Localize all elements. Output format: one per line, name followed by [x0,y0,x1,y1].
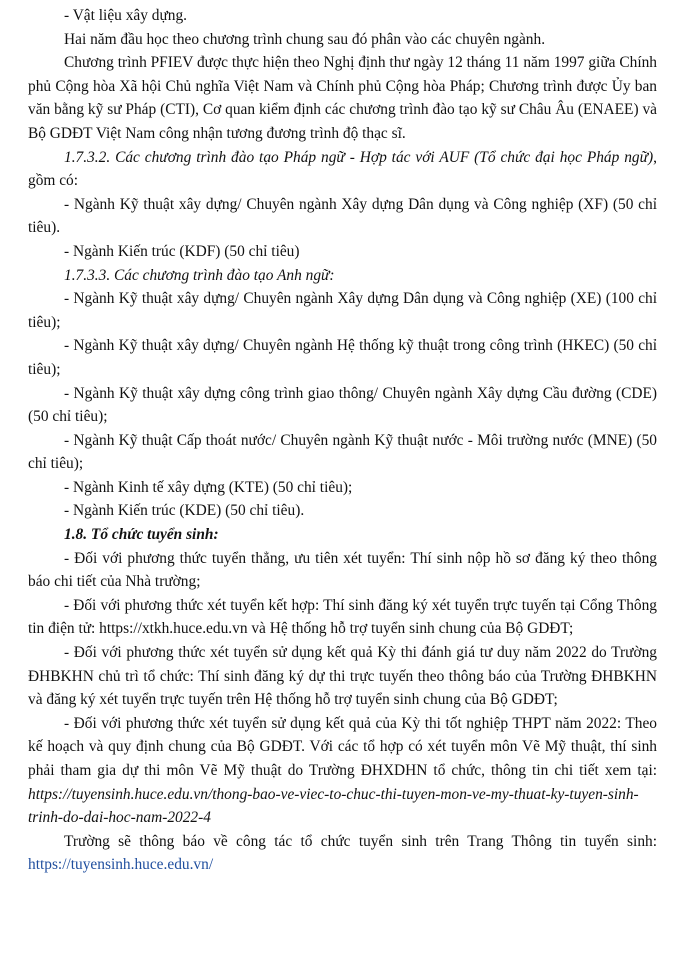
list-item-hkec: - Ngành Kỹ thuật xây dựng/ Chuyên ngành Hệ thống kỹ thuật trong công trình (HKEC) (50 chỉ tiêu); [28,337,657,378]
section-heading-suffix: , gồm có: [28,148,657,190]
list-item-cde: - Ngành Kỹ thuật xây dựng công trình giao thông/ Chuyên ngành Xây dựng Cầu đường (CDE) (50 chỉ tiêu); [28,384,657,426]
list-item-kdf: - Ngành Kiến trúc (KDF) (50 chỉ tiêu) [64,242,300,260]
list-item-kde: - Ngành Kiến trúc (KDE) (50 chỉ tiêu). [64,502,305,520]
paragraph-first-two-years: Hai năm đầu học theo chương trình chung sau đó phân vào các chuyên ngành. [64,30,546,48]
paragraph-materials: - Vật liệu xây dựng. [64,7,188,24]
paragraph-announcement [28,830,657,877]
paragraph-french-programs [28,146,657,193]
paragraph-thinking-assessment: - Đối với phương thức xét tuyển sử dụng kết quả Kỳ thi đánh giá tư duy năm 2022 do Trường ĐHBKHN chủ trì tổ chức: Thí sinh đăng ký dự thi trực tuyến theo thông báo của Trường ĐHBKHN và đăng ký xét tuyển trực tuyến trên Hệ thống hỗ trợ tuyển sinh chung của Bộ GDĐT; [28,644,657,709]
paragraph-high-school-exam-text: - Đối với phương thức xét tuyển sử dụng kết quả của Kỳ thi tốt nghiệp THPT năm 2022: Theo kế hoạch và quy định chung của Bộ GDĐT. Với các tổ hợp có xét tuyển môn Vẽ Mỹ thuật, thí sinh phải tham gia dự thi môn Vẽ Mỹ thuật do Trường ĐHXDHN tổ chức, thông tin chi tiết xem tại: [28,714,657,779]
paragraph-pfiev: Chương trình PFIEV được thực hiện theo Nghị định thư ngày 12 tháng 11 năm 1997 giữa Chính phủ Cộng hòa Xã hội Chủ nghĩa Việt Nam và Chính phủ Cộng hòa Pháp; Chương trình được Ủy ban văn bằng kỹ sư Pháp (CTI), Cơ quan kiểm định các chương trình đào tạo kỹ sư Châu Âu (ENAEE) và Bộ GDĐT Việt Nam công nhận tương đương trình độ thạc sĩ. [28,54,657,142]
section-heading-1-7-3-3: 1.7.3.3. Các chương trình đào tạo Anh ngữ: [64,266,335,284]
art-exam-url[interactable]: https://tuyensinh.huce.edu.vn/thong-bao-ve-viec-to-chuc-thi-tuyen-mon-ve-my-thuat-ky-tuyen-sinh-trinh-do-dai-hoc-nam-2022-4 [28,785,639,827]
admissions-website-link[interactable]: https://tuyensinh.huce.edu.vn/ [28,856,214,874]
paragraph-direct-admission: - Đối với phương thức tuyển thẳng, ưu tiên xét tuyển: Thí sinh nộp hồ sơ đăng ký theo thông báo chi tiết của Nhà trường; [28,549,657,591]
paragraph-announcement-text: Trường sẽ thông báo về công tác tổ chức tuyển sinh trên Trang Thông tin tuyển sinh: [64,832,657,850]
list-item-kte: - Ngành Kinh tế xây dựng (KTE) (50 chỉ tiêu); [64,478,353,496]
section-heading-1-8: 1.8. Tổ chức tuyển sinh: [64,526,219,544]
paragraph-high-school-exam [28,712,657,830]
list-item-xf: - Ngành Kỹ thuật xây dựng/ Chuyên ngành Xây dựng Dân dụng và Công nghiệp (XF) (50 chỉ tiêu). [28,195,657,237]
section-heading-1-7-3-2: 1.7.3.2. Các chương trình đào tạo Pháp ngữ - Hợp tác với AUF (Tổ chức đại học Pháp ngữ) [64,148,654,166]
document-page [28,4,657,877]
paragraph-combined-admission: - Đối với phương thức xét tuyển kết hợp: Thí sinh đăng ký xét tuyển trực tuyến tại Cổng Thông tin điện tử: https://xtkh.huce.edu.vn và Hệ thống hỗ trợ tuyển sinh chung của Bộ GDĐT; [28,596,657,638]
list-item-xe: - Ngành Kỹ thuật xây dựng/ Chuyên ngành Xây dựng Dân dụng và Công nghiệp (XE) (100 chỉ tiêu); [28,290,657,331]
list-item-mne: - Ngành Kỹ thuật Cấp thoát nước/ Chuyên ngành Kỹ thuật nước - Môi trường nước (MNE) (50 chỉ tiêu); [28,431,657,473]
